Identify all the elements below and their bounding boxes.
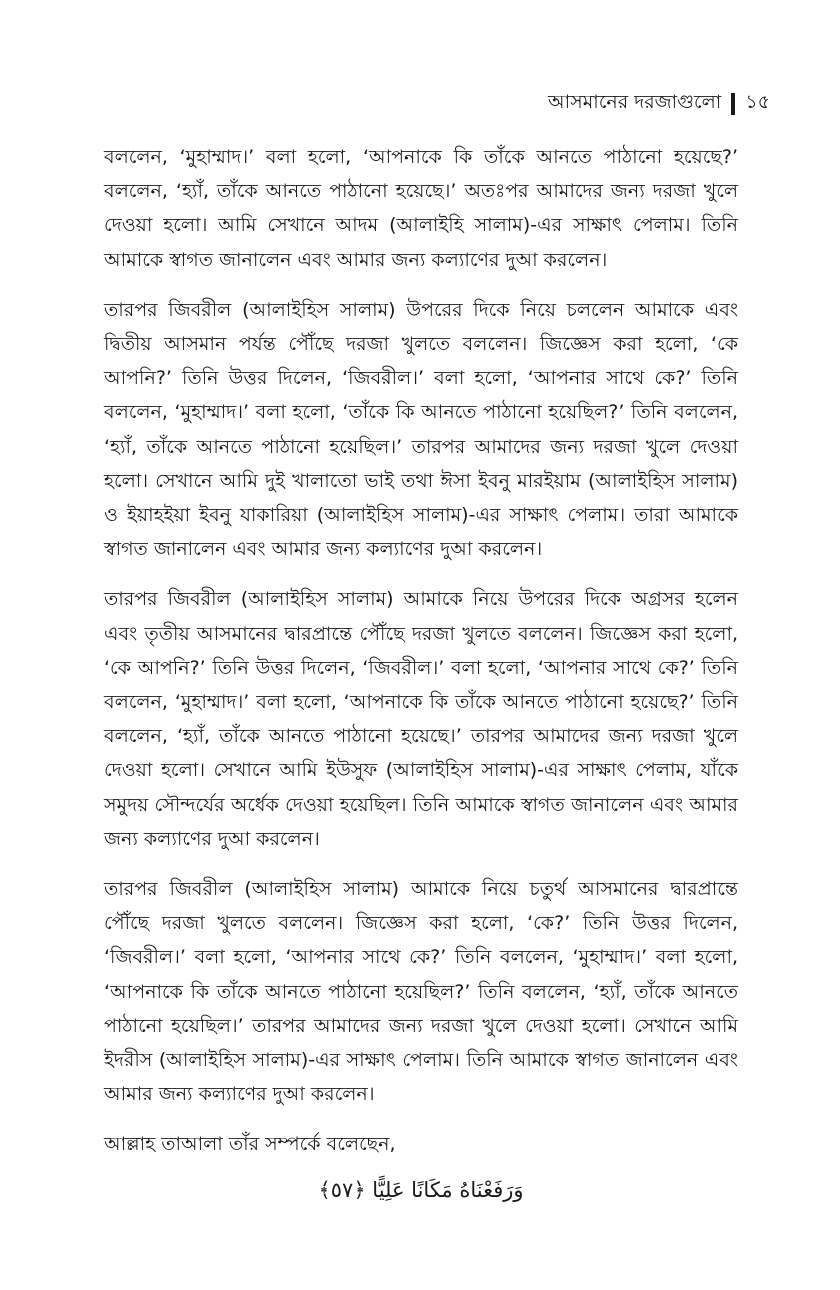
page-number: ১৫ xyxy=(745,91,770,113)
quran-verse: وَرَفَعْنَاهُ مَكَانًا عَلِيًّا ﴿٥٧﴾ xyxy=(318,1177,524,1202)
paragraph-1: বললেন, ‘মুহাম্মাদ।’ বলা হলো, ‘আপনাকে কি তাঁকে আনতে পাঠানো হয়েছে?’ বললেন, ‘হ্যাঁ, তাঁকে আনতে পাঠানো হয়েছে।’ অতঃপর আমাদের জন্য দরজা খুলে দেওয়া হলো। আমি সেখানে আদম (আলাইহি সালাম)-এর সাক্ষাৎ পেলাম। তিনি আমাকে স্বাগত জানালেন এবং আমার জন্য কল্যাণের দুআ করলেন। xyxy=(104,146,738,271)
header-separator xyxy=(731,93,735,115)
paragraph-2: তারপর জিবরীল (আলাইহিস সালাম) উপরের দিকে নিয়ে চললেন আমাকে এবং দ্বিতীয় আসমান পর্যন্ত পৌঁছে দরজা খুলতে বললেন। জিজ্ঞেস করা হলো, ‘কে আপনি?’ তিনি উত্তর দিলেন, ‘জিবরীল।’ বলা হলো, ‘আপনার সাথে কে?’ তিনি বললেন, ‘মুহাম্মাদ।’ বলা হলো, ‘তাঁকে কি আনতে পাঠানো হয়েছিল?’ তিনি বললেন, ‘হ্যাঁ, তাঁকে আনতে পাঠানো হয়েছিল।’ তারপর আমাদের জন্য দরজা খুলে দেওয়া হলো। সেখানে আমি দুই খালাতো ভাই তথা ঈসা ইবনু মারইয়াম (আলাইহিস সালাম) ও ইয়াহইয়া ইবনু যাকারিয়া (আলাইহিস সালাম)-এর সাক্ষাৎ পেলাম। তারা আমাকে স্বাগত জানালেন এবং আমার জন্য কল্যাণের দুআ করলেন। xyxy=(104,298,738,561)
running-header xyxy=(548,88,770,120)
paragraph-4: তারপর জিবরীল (আলাইহিস সালাম) আমাকে নিয়ে চতুর্থ আসমানের দ্বারপ্রান্তে পৌঁছে দরজা খুলতে বললেন। জিজ্ঞেস করা হলো, ‘কে?’ তিনি উত্তর দিলেন, ‘জিবরীল।’ বলা হলো, ‘আপনার সাথে কে?’ তিনি বললেন, ‘মুহাম্মাদ।’ বলা হলো, ‘আপনাকে কি তাঁকে আনতে পাঠানো হয়েছিল?’ তিনি বললেন, ‘হ্যাঁ, তাঁকে আনতে পাঠানো হয়েছিল।’ তারপর আমাদের জন্য দরজা খুলে দেওয়া হলো। সেখানে আমি ইদরীস (আলাইহিস সালাম)-এর সাক্ষাৎ পেলাম। তিনি আমাকে স্বাগত জানালেন এবং আমার জন্য কল্যাণের দুআ করলেন। xyxy=(104,878,738,1106)
paragraph-3: তারপর জিবরীল (আলাইহিস সালাম) আমাকে নিয়ে উপরের দিকে অগ্রসর হলেন এবং তৃতীয় আসমানের দ্বারপ্রান্তে পৌঁছে দরজা খুলতে বললেন। জিজ্ঞেস করা হলো, ‘কে আপনি?’ তিনি উত্তর দিলেন, ‘জিবরীল।’ বলা হলো, ‘আপনার সাথে কে?’ তিনি বললেন, ‘মুহাম্মাদ।’ বলা হলো, ‘আপনাকে কি তাঁকে আনতে পাঠানো হয়েছে?’ তিনি বললেন, ‘হ্যাঁ, তাঁকে আনতে পাঠানো হয়েছে।’ তারপর আমাদের জন্য দরজা খুলে দেওয়া হলো। সেখানে আমি ইউসুফ (আলাইহিস সালাম)-এর সাক্ষাৎ পেলাম, যাঁকে সমুদয় সৌন্দর্যের অর্ধেক দেওয়া হয়েছিল। তিনি আমাকে স্বাগত জানালেন এবং আমার জন্য কল্যাণের দুআ করলেন। xyxy=(104,588,738,850)
chapter-title: আসমানের দরজাগুলো xyxy=(547,91,722,113)
paragraph-5: আল্লাহ তাআলা তাঁর সম্পর্কে বলেছেন, xyxy=(104,1133,396,1156)
page-body xyxy=(104,140,738,1202)
